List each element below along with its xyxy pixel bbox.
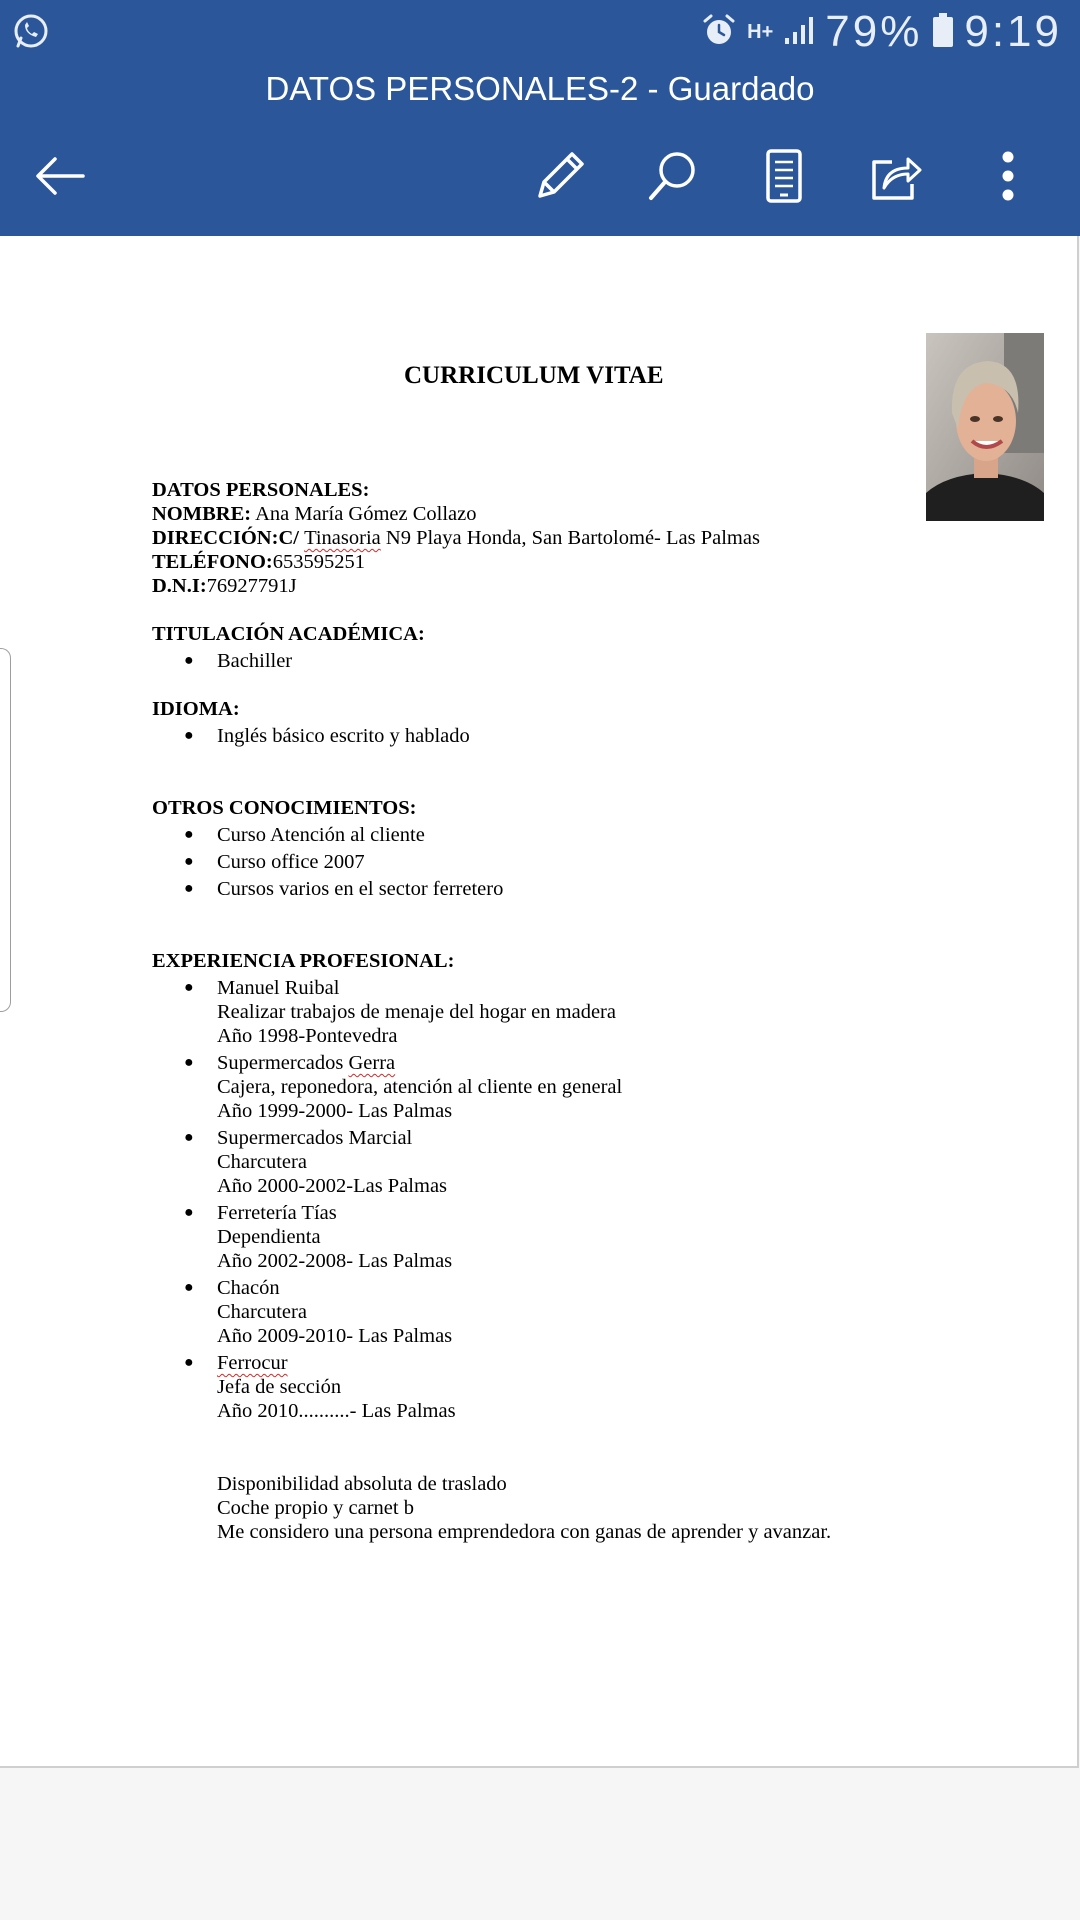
academic-item: Bachiller <box>217 650 293 672</box>
knowledge-item: Curso office 2007 <box>217 851 365 873</box>
toolbar <box>0 140 1080 212</box>
bullet: ● <box>184 826 194 843</box>
bullet: ● <box>184 979 194 996</box>
academic-heading: TITULACIÓN ACADÉMICA: <box>152 623 425 645</box>
job-company: Chacón <box>217 1277 280 1299</box>
dni-value: 76927791J <box>206 575 297 597</box>
name-value: Ana María Gómez Collazo <box>251 503 477 525</box>
back-button[interactable] <box>24 140 96 212</box>
dni-label: D.N.I: <box>152 575 207 597</box>
job-role: Realizar trabajos de menaje del hogar en madera <box>217 1001 616 1023</box>
job-period: Año 1999-2000- Las Palmas <box>217 1100 453 1122</box>
bullet: ● <box>184 727 194 744</box>
job-period: Año 1998-Pontevedra <box>217 1025 398 1047</box>
job-period: Año 2002-2008- Las Palmas <box>217 1250 453 1272</box>
job-company <box>217 1351 288 1375</box>
language-heading: IDIOMA: <box>152 698 240 720</box>
search-button[interactable] <box>636 140 708 212</box>
battery-percent: 79% <box>825 7 923 56</box>
network-type: H+ <box>747 21 774 43</box>
search-icon <box>644 148 700 204</box>
more-options-button[interactable] <box>972 140 1044 212</box>
knowledge-item: Cursos varios en el sector ferretero <box>217 878 504 900</box>
dni-line <box>152 574 297 598</box>
cv-title: CURRICULUM VITAE <box>404 362 664 389</box>
back-arrow-icon <box>33 154 87 198</box>
job-role: Dependienta <box>217 1226 321 1248</box>
document-title: DATOS PERSONALES-2 - Guardado <box>265 70 815 107</box>
job-period: Año 2009-2010- Las Palmas <box>217 1325 453 1347</box>
name-label: NOMBRE: <box>152 503 252 525</box>
personal-heading: DATOS PERSONALES: <box>152 479 370 501</box>
address-label: DIRECCIÓN: <box>152 527 279 549</box>
bullet: ● <box>184 1354 194 1371</box>
closing-line: Coche propio y carnet b <box>217 1497 414 1519</box>
share-icon <box>868 148 924 204</box>
knowledge-item: Curso Atención al cliente <box>217 824 425 846</box>
bullet: ● <box>184 1204 194 1221</box>
edit-pencil-icon <box>532 148 588 204</box>
address-line <box>152 526 760 550</box>
app-bar <box>0 0 1080 236</box>
phone-line <box>152 550 365 574</box>
whatsapp-notification-icon <box>12 12 50 55</box>
address-prefix: C/ <box>278 527 305 549</box>
alarm-icon <box>701 12 737 53</box>
side-panel-handle[interactable] <box>0 648 11 1012</box>
name-line <box>152 502 477 526</box>
document-page[interactable] <box>0 236 1079 1768</box>
job-role: Jefa de sección <box>217 1376 342 1398</box>
bullet: ● <box>184 880 194 897</box>
phone-value: 653595251 <box>272 551 365 573</box>
job-period: Año 2000-2002-Las Palmas <box>217 1175 448 1197</box>
address-misspelled-word: Tinasoria <box>304 527 381 549</box>
job-role: Charcutera <box>217 1151 307 1173</box>
edit-button[interactable] <box>524 140 596 212</box>
job-company <box>217 1051 395 1075</box>
address-value: N9 Playa Honda, San Bartolomé- Las Palmas <box>380 527 760 549</box>
bullet: ● <box>184 1279 194 1296</box>
closing-line: Me considero una persona emprendedora con ganas de aprender y avanzar. <box>217 1521 832 1543</box>
bullet: ● <box>184 652 194 669</box>
closing-line: Disponibilidad absoluta de traslado <box>217 1473 507 1495</box>
job-company: Manuel Ruibal <box>217 977 340 999</box>
job-role: Charcutera <box>217 1301 307 1323</box>
battery-icon <box>932 12 954 53</box>
more-vert-icon <box>998 150 1018 202</box>
reading-view-icon <box>764 148 804 204</box>
bullet: ● <box>184 853 194 870</box>
job-company: Ferretería Tías <box>217 1202 337 1224</box>
reading-view-button[interactable] <box>748 140 820 212</box>
job-company: Supermercados Marcial <box>217 1127 413 1149</box>
language-item: Inglés básico escrito y hablado <box>217 725 470 747</box>
experience-heading: EXPERIENCIA PROFESIONAL: <box>152 950 455 972</box>
job-company-misspelled-word: Gerra <box>348 1052 396 1074</box>
profile-photo <box>926 333 1044 521</box>
bullet: ● <box>184 1129 194 1146</box>
status-bar <box>0 0 1080 62</box>
knowledge-heading: OTROS CONOCIMIENTOS: <box>152 797 417 819</box>
job-company-misspelled-word: Ferrocur <box>217 1352 288 1374</box>
job-company-prefix: Supermercados <box>217 1052 349 1074</box>
share-button[interactable] <box>860 140 932 212</box>
signal-icon <box>783 14 815 51</box>
phone-label: TELÉFONO: <box>152 551 273 573</box>
clock: 9:19 <box>964 7 1062 56</box>
job-period: Año 2010..........- Las Palmas <box>217 1400 456 1422</box>
job-role: Cajera, reponedora, atención al cliente en general <box>217 1076 623 1098</box>
bullet: ● <box>184 1054 194 1071</box>
